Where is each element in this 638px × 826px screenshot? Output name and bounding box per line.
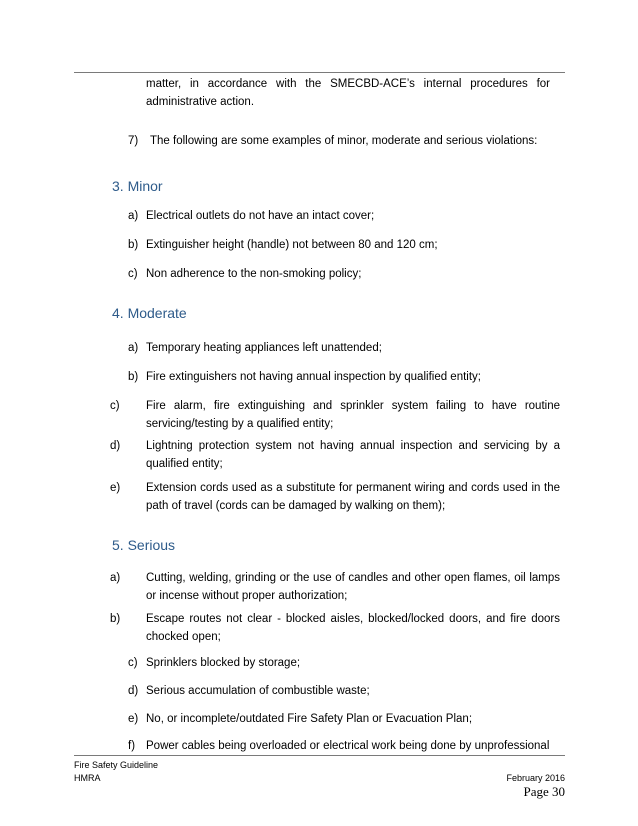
item-text: Sprinklers blocked by storage;: [146, 657, 301, 669]
item-text: Fire extinguishers not having annual inspection by qualified entity;: [146, 371, 481, 383]
item-label: c): [128, 268, 138, 280]
item-label: f): [128, 740, 136, 752]
list-item: [128, 236, 560, 254]
item-label: a): [128, 342, 139, 354]
point-7: [128, 132, 568, 150]
list-item: [128, 710, 560, 728]
item-label: e): [128, 713, 139, 725]
list-item: [128, 339, 560, 357]
item-label: c): [110, 400, 120, 412]
continuation-paragraph: matter, in accordance with the SMECBD-ACE’s internal procedures for administrative action.: [146, 78, 550, 108]
list-item: [110, 479, 560, 515]
footer-doc-title: Fire Safety Guideline: [74, 760, 159, 770]
section-heading-serious: 5. Serious: [112, 537, 176, 553]
point-7-text: The following are some examples of minor, moderate and serious violations:: [150, 135, 538, 147]
item-text: Cutting, welding, grinding or the use of candles and other open flames, oil lamps or incense without proper authorization;: [146, 572, 560, 602]
list-item: [110, 569, 560, 605]
list-item: [128, 737, 560, 755]
footer-org: HMRA: [74, 773, 101, 783]
item-label: d): [128, 685, 139, 697]
item-text: Extension cords used as a substitute for permanent wiring and cords used in the path of travel (cords can be damaged by walking on them);: [146, 482, 560, 512]
item-label: c): [128, 657, 138, 669]
item-label: b): [110, 613, 121, 625]
item-text: Extinguisher height (handle) not between 80 and 120 cm;: [146, 239, 438, 251]
item-text: Non adherence to the non-smoking policy;: [146, 268, 362, 280]
section-heading-minor: 3. Minor: [112, 178, 163, 194]
item-label: b): [128, 371, 139, 383]
item-label: a): [110, 572, 121, 584]
page-number: Page 30: [523, 784, 565, 799]
section-heading-moderate: 4. Moderate: [112, 305, 187, 321]
list-item: [128, 368, 560, 386]
item-text: Escape routes not clear - blocked aisles, blocked/locked doors, and fire doors chocked open;: [146, 613, 560, 643]
footer-rule: [74, 755, 565, 756]
list-item: [110, 397, 560, 433]
point-7-number: 7): [128, 135, 139, 147]
item-text: No, or incomplete/outdated Fire Safety Plan or Evacuation Plan;: [146, 713, 473, 725]
item-label: d): [110, 440, 121, 452]
header-rule: [74, 72, 565, 73]
item-text: Power cables being overloaded or electrical work being done by unprofessional: [146, 740, 550, 752]
item-text: Serious accumulation of combustible waste;: [146, 685, 370, 697]
item-label: e): [110, 482, 121, 494]
item-text: Lightning protection system not having annual inspection and servicing by a qualified entity;: [146, 440, 560, 470]
item-label: a): [128, 210, 139, 222]
list-item: [110, 437, 560, 473]
list-item: [128, 682, 560, 700]
list-item: [128, 265, 560, 283]
list-item: [128, 207, 560, 225]
list-item: [110, 610, 560, 646]
list-item: [128, 654, 560, 672]
item-label: b): [128, 239, 139, 251]
item-text: Electrical outlets do not have an intact cover;: [146, 210, 375, 222]
item-text: Temporary heating appliances left unattended;: [146, 342, 382, 354]
footer-date: February 2016: [506, 773, 565, 783]
item-text: Fire alarm, fire extinguishing and sprinkler system failing to have routine servicing/testing by a qualified entity;: [146, 400, 560, 430]
